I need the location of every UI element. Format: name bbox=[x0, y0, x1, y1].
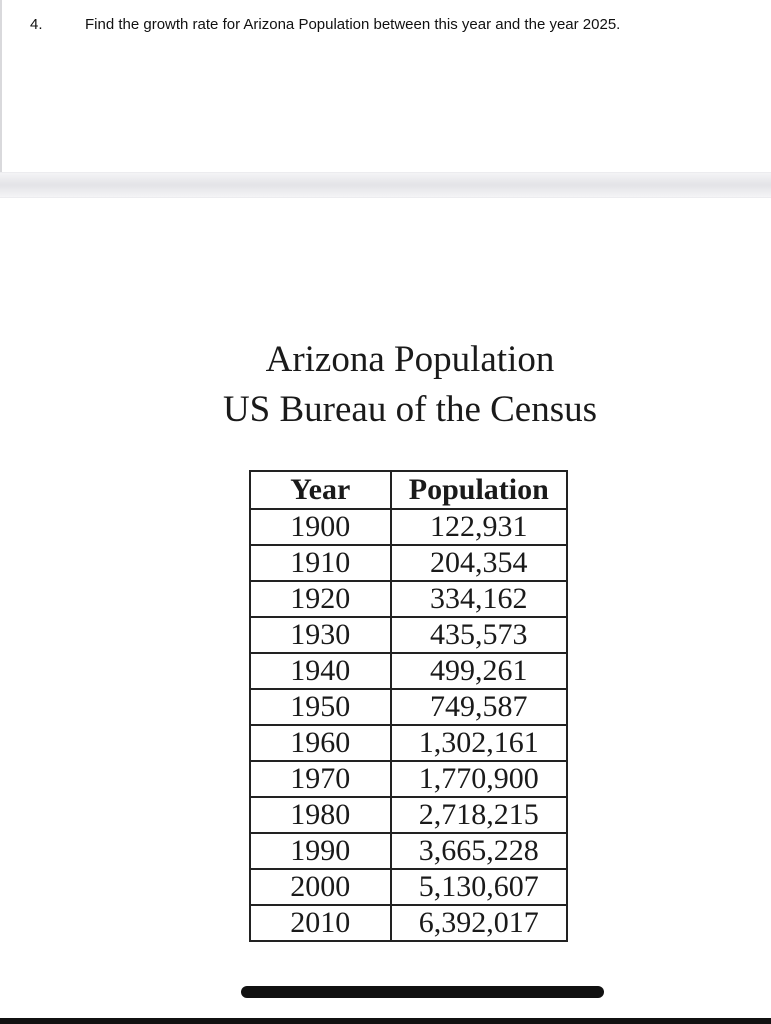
population-cell: 334,162 bbox=[391, 581, 567, 617]
year-cell: 1990 bbox=[250, 833, 391, 869]
table-row bbox=[250, 833, 567, 869]
year-cell: 1980 bbox=[250, 797, 391, 833]
question-text: Find the growth rate for Arizona Population between this year and the year 2025. bbox=[85, 16, 621, 33]
header-year: Year bbox=[250, 471, 391, 509]
population-cell: 1,770,900 bbox=[391, 761, 567, 797]
year-cell: 1970 bbox=[250, 761, 391, 797]
section-divider bbox=[0, 172, 771, 198]
table-row bbox=[250, 581, 567, 617]
bottom-band bbox=[0, 1018, 771, 1024]
population-cell: 5,130,607 bbox=[391, 869, 567, 905]
year-cell: 1900 bbox=[250, 509, 391, 545]
table-row bbox=[250, 761, 567, 797]
table-row bbox=[250, 725, 567, 761]
document-title: Arizona Population bbox=[265, 339, 555, 380]
population-cell: 2,718,215 bbox=[391, 797, 567, 833]
document-subtitle: US Bureau of the Census bbox=[222, 389, 598, 430]
table-row bbox=[250, 905, 567, 941]
population-cell: 122,931 bbox=[391, 509, 567, 545]
table-row bbox=[250, 653, 567, 689]
home-indicator[interactable] bbox=[241, 986, 604, 998]
table-header-row bbox=[250, 471, 567, 509]
year-cell: 1950 bbox=[250, 689, 391, 725]
year-cell: 1930 bbox=[250, 617, 391, 653]
table-row bbox=[250, 797, 567, 833]
year-cell: 1920 bbox=[250, 581, 391, 617]
year-cell: 1960 bbox=[250, 725, 391, 761]
question-card bbox=[0, 0, 771, 172]
table-row bbox=[250, 689, 567, 725]
year-cell: 1940 bbox=[250, 653, 391, 689]
population-cell: 6,392,017 bbox=[391, 905, 567, 941]
year-cell: 2000 bbox=[250, 869, 391, 905]
table-row bbox=[250, 869, 567, 905]
year-cell: 2010 bbox=[250, 905, 391, 941]
population-cell: 3,665,228 bbox=[391, 833, 567, 869]
year-cell: 1910 bbox=[250, 545, 391, 581]
table-row bbox=[250, 545, 567, 581]
table-row bbox=[250, 617, 567, 653]
header-population: Population bbox=[391, 471, 567, 509]
population-cell: 1,302,161 bbox=[391, 725, 567, 761]
population-cell: 435,573 bbox=[391, 617, 567, 653]
population-cell: 499,261 bbox=[391, 653, 567, 689]
population-cell: 749,587 bbox=[391, 689, 567, 725]
question-number: 4. bbox=[30, 16, 43, 33]
table-row bbox=[250, 509, 567, 545]
population-cell: 204,354 bbox=[391, 545, 567, 581]
population-table bbox=[249, 470, 568, 942]
